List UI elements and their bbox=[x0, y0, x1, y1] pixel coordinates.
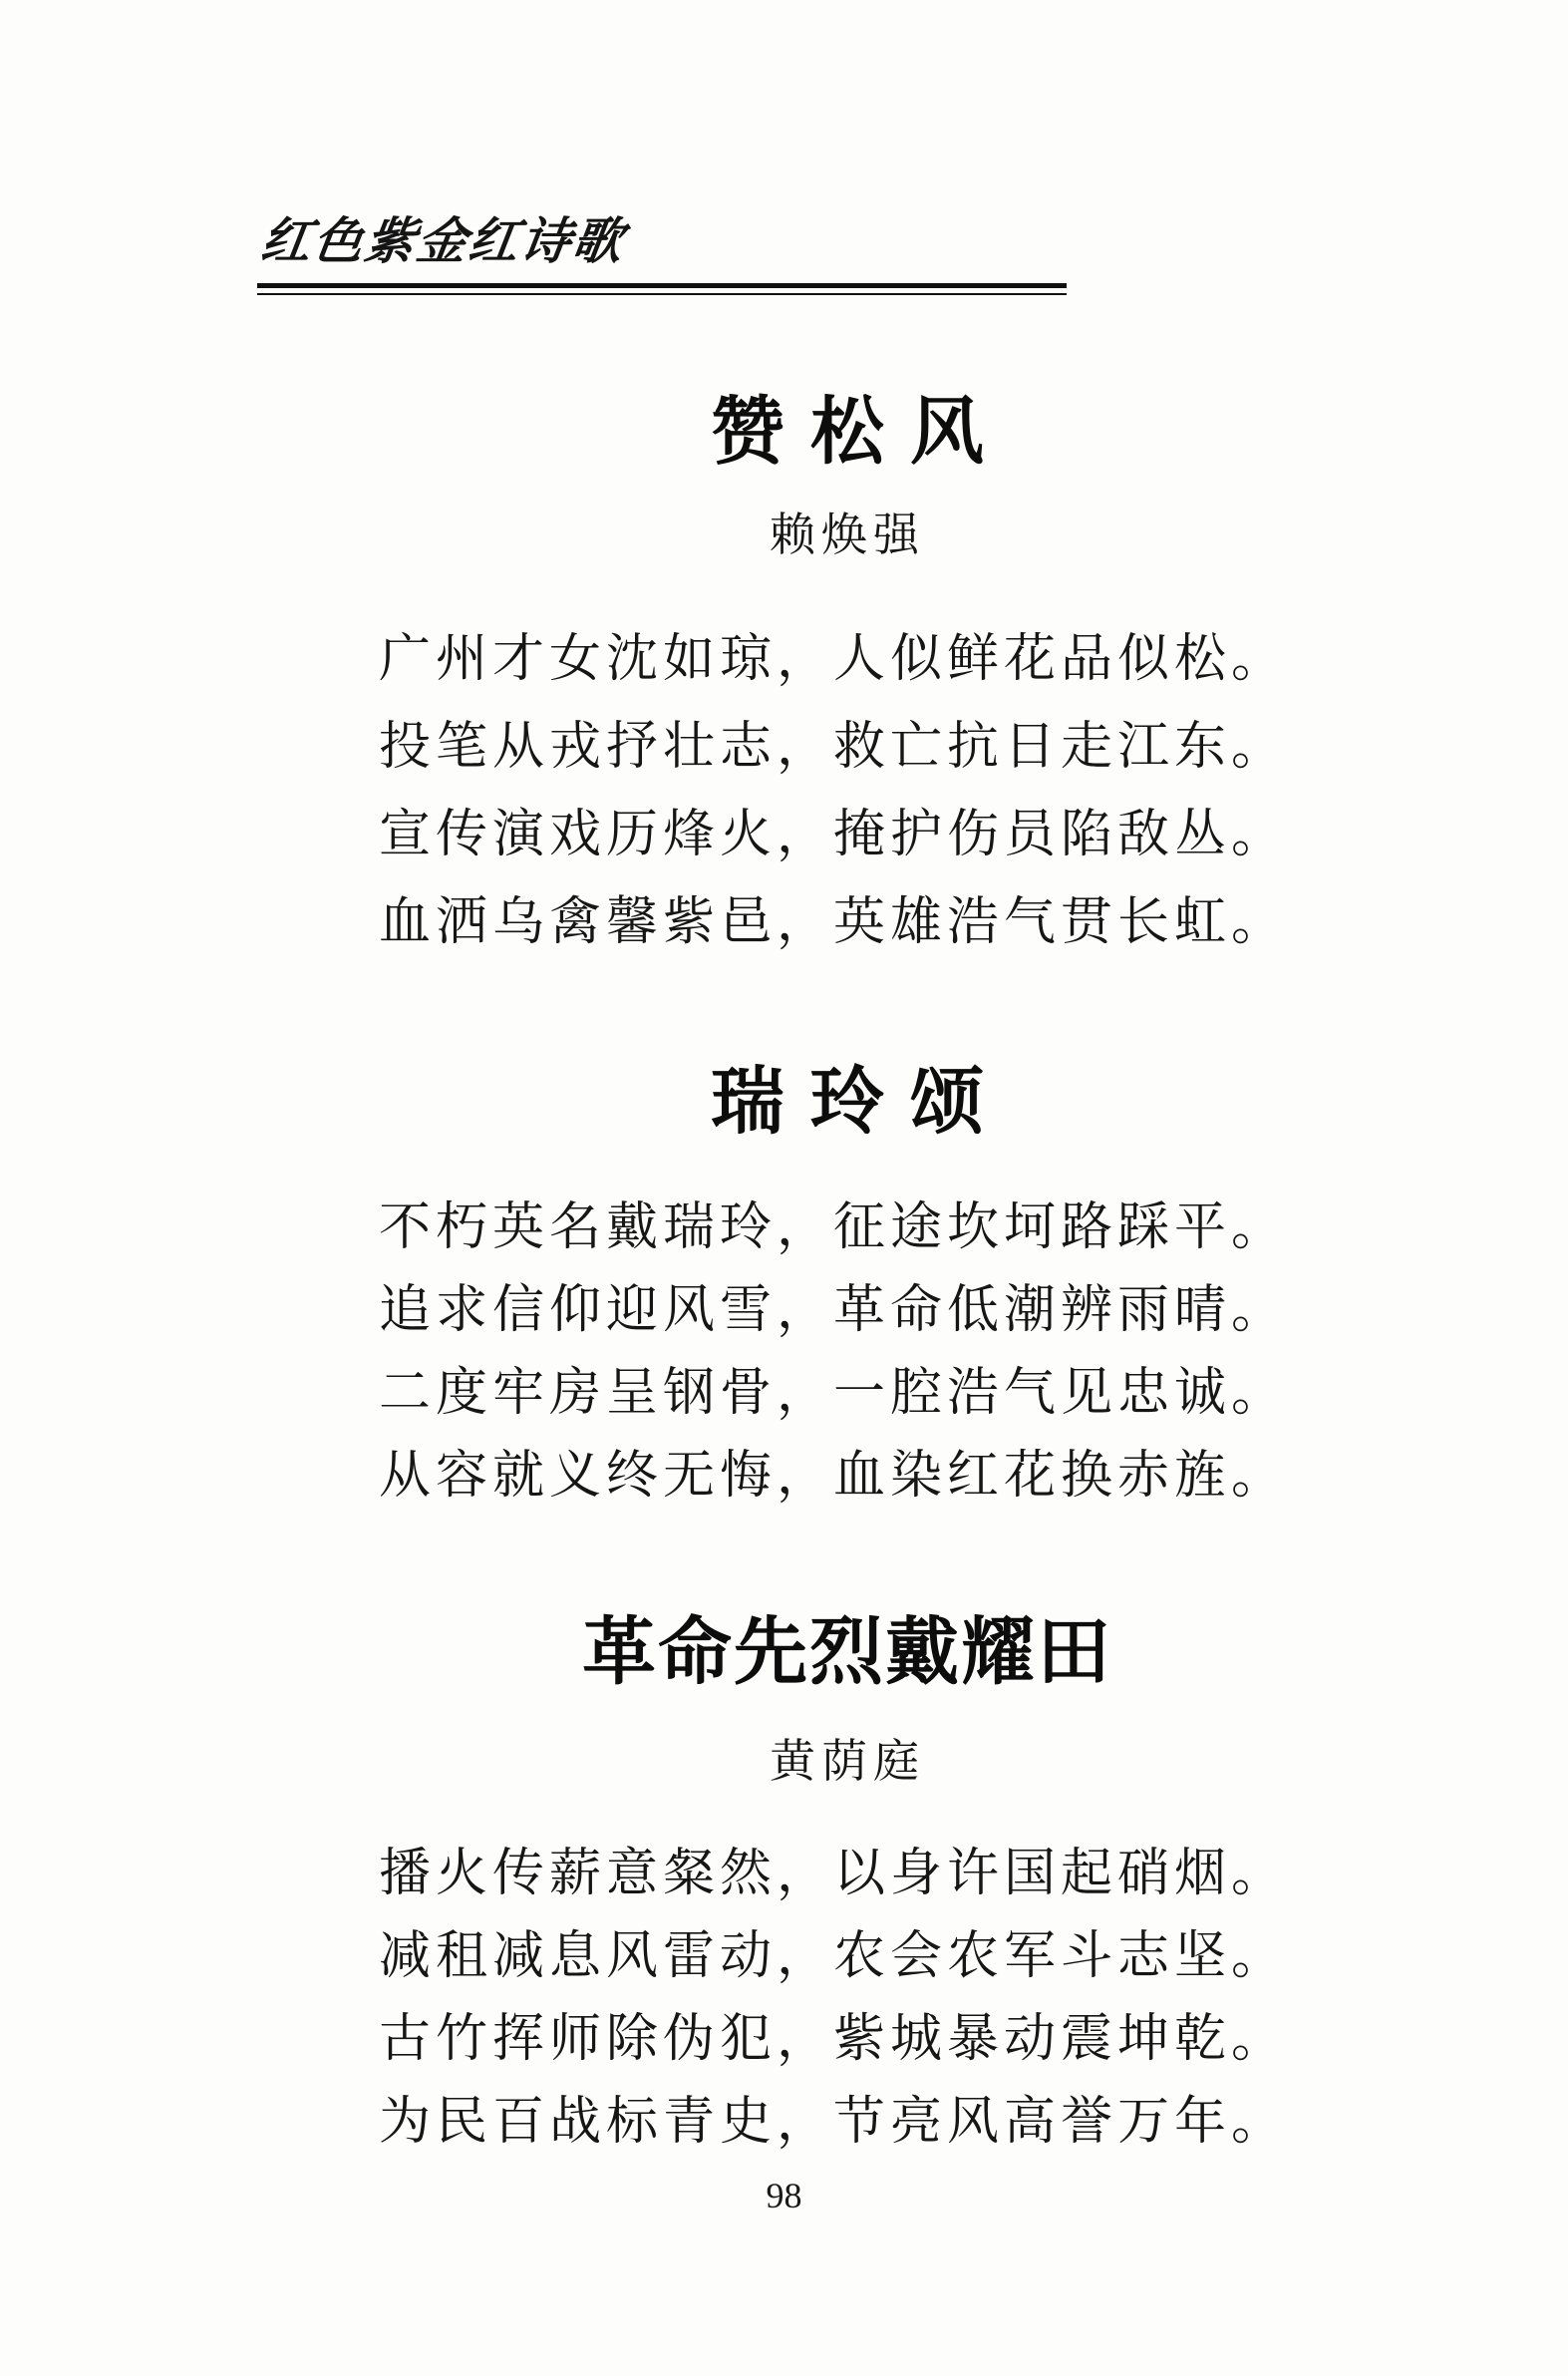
poem-line: 广州才女沈如琼，人似鲜花品似松。 bbox=[379, 629, 1289, 689]
poem-line: 追求信仰迎风雪，革命低潮辨雨晴。 bbox=[379, 1280, 1289, 1340]
poem-line: 减租减息风雷动，农会农军斗志坚。 bbox=[379, 1926, 1289, 1986]
header-rule-thin bbox=[257, 293, 1067, 295]
poem-title: 革命先烈戴耀田 bbox=[582, 1609, 1112, 1695]
poem-line: 宣传演戏历烽火，掩护伤员陷敌丛。 bbox=[379, 805, 1289, 864]
poem-author: 黄荫庭 bbox=[770, 1734, 925, 1788]
poem-line: 为民百战标青史，节亮风高誉万年。 bbox=[379, 2092, 1289, 2152]
poem-title: 瑞玲颂 bbox=[711, 1059, 1010, 1145]
header-rule-thick bbox=[257, 283, 1067, 288]
poem-line: 不朽英名戴瑞玲，征途坎坷路踩平。 bbox=[379, 1197, 1289, 1257]
poem-author: 赖焕强 bbox=[770, 508, 925, 561]
poem-line: 从容就义终无悔，血染红花换赤旌。 bbox=[379, 1446, 1289, 1506]
poem-title: 赞松风 bbox=[711, 389, 1010, 475]
poem-line: 血洒乌禽馨紫邑，英雄浩气贯长虹。 bbox=[379, 892, 1289, 952]
poem-line: 播火传薪意粲然，以身许国起硝烟。 bbox=[379, 1844, 1289, 1903]
running-header bbox=[257, 211, 1067, 271]
book-title: 红色紫金红诗歌 bbox=[257, 211, 629, 270]
page-number: 98 bbox=[766, 2176, 802, 2215]
poem-line: 投笔从戎抒壮志，救亡抗日走江东。 bbox=[379, 717, 1289, 777]
poem-line: 古竹挥师除伪犯，紫城暴动震坤乾。 bbox=[379, 2009, 1289, 2069]
poem-line: 二度牢房呈钢骨，一腔浩气见忠诚。 bbox=[379, 1363, 1289, 1423]
